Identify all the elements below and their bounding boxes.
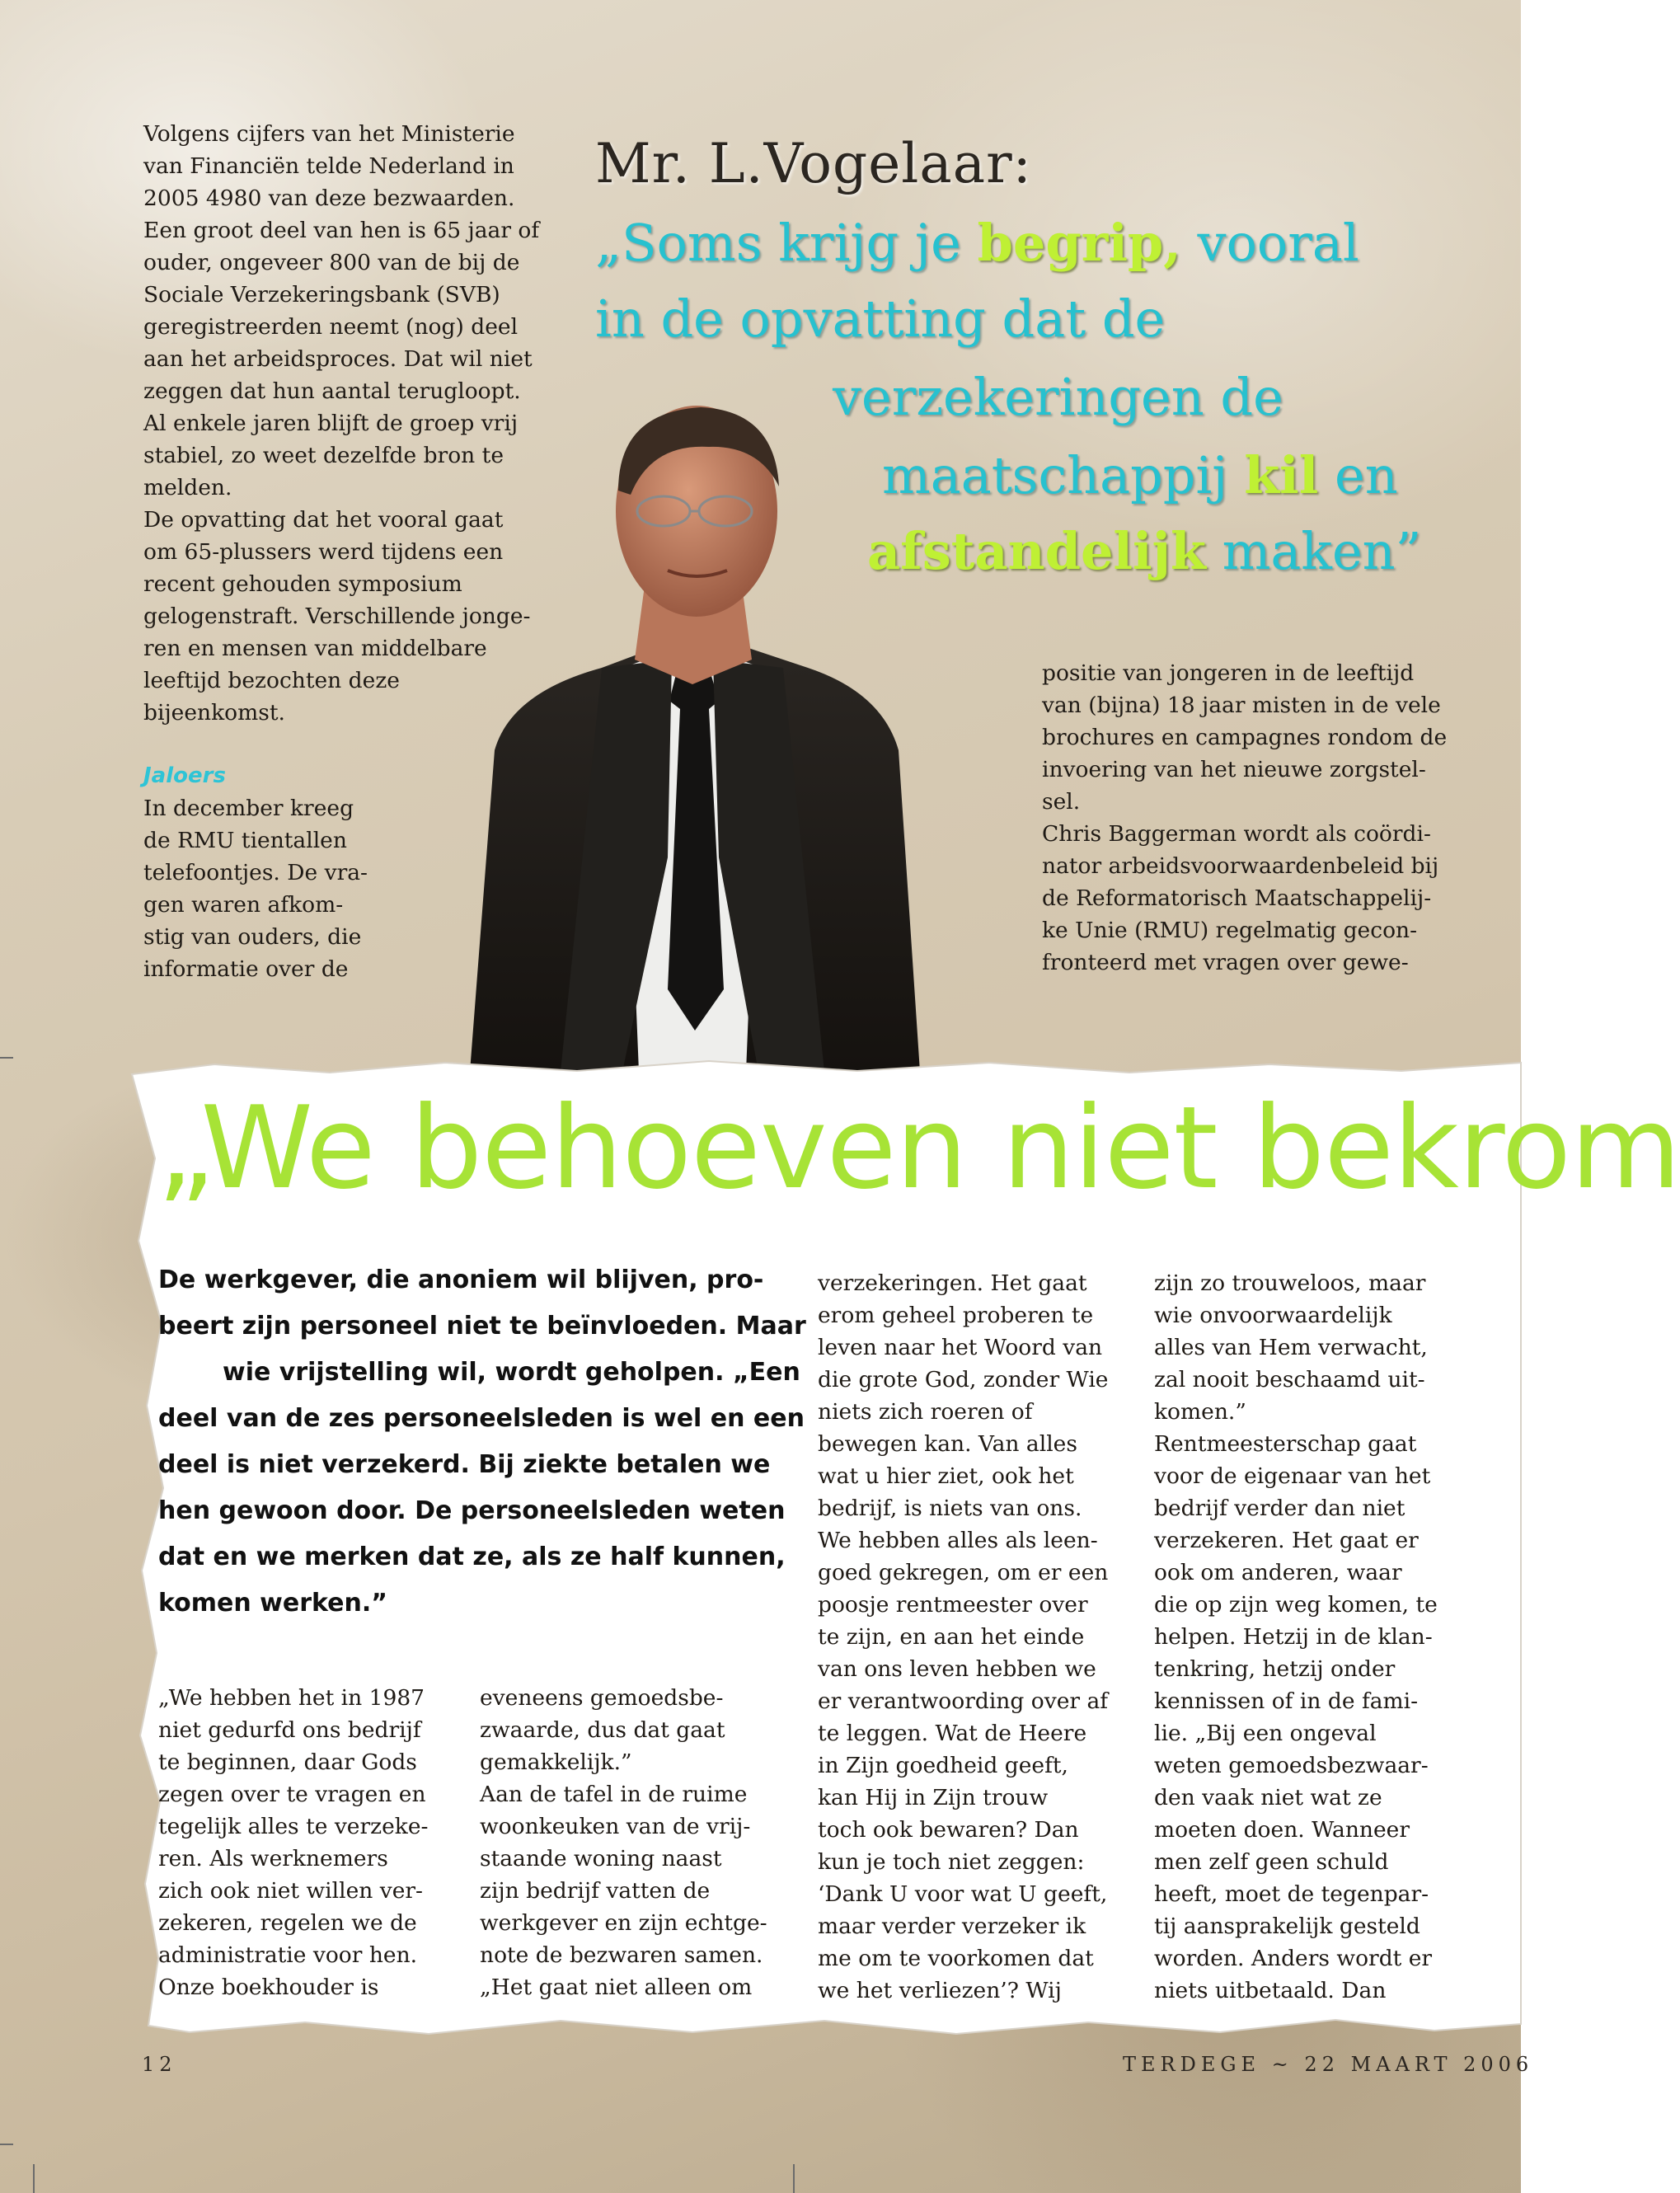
text-line: invoering van het nieuwe zorgstel-	[1042, 757, 1426, 782]
text-line: kun je toch niet zeggen:	[818, 1849, 1085, 1875]
text-line: bedrijf, is niets van ons.	[818, 1496, 1082, 1521]
text-line: maar verder verzeker ik	[818, 1914, 1086, 1939]
text-line: bijeenkomst.	[143, 700, 285, 726]
text-line: niet gedurfd ons bedrijf	[158, 1717, 421, 1743]
text-line: weten gemoedsbezwaar-	[1154, 1753, 1429, 1778]
text-line: sel.	[1042, 789, 1081, 815]
text-line: wat u hier ziet, ook het	[818, 1463, 1074, 1489]
headline-line-4	[882, 445, 1398, 505]
text-line: administratie voor hen.	[158, 1942, 418, 1968]
text-line: In december kreeg	[143, 796, 354, 821]
text-line: Aan de tafel in de ruime	[480, 1782, 748, 1807]
headline-line-5	[867, 521, 1421, 581]
text-line: worden. Anders wordt er	[1154, 1946, 1433, 1971]
text-line: de Reformatorisch Maatschappelij-	[1042, 885, 1432, 911]
subheading-jaloers: Jaloers	[143, 763, 226, 788]
text-line: heeft, moet de tegenpar-	[1154, 1881, 1429, 1907]
crop-mark	[0, 2144, 13, 2145]
text-line: zijn zo trouweloos, maar	[1154, 1270, 1426, 1296]
text-line: wie vrijstelling wil, wordt geholpen. „Een	[223, 1358, 800, 1387]
text-line: lie. „Bij een ongeval	[1154, 1721, 1377, 1746]
text-line: Sociale Verzekeringsbank (SVB)	[143, 282, 500, 308]
page-number: 12	[142, 2053, 177, 2076]
text-line: nator arbeidsvoorwaardenbeleid bij	[1042, 853, 1439, 879]
text-line: staande woning naast	[480, 1846, 722, 1871]
right-column	[1042, 657, 1487, 979]
text-line: eveneens gemoedsbe-	[480, 1685, 724, 1711]
text-line: Rentmeesterschap gaat	[1154, 1431, 1417, 1457]
text-line: leeftijd bezochten deze	[143, 668, 400, 693]
text-line: gelogenstraft. Verschillende jonge-	[143, 603, 531, 629]
text-line: ren. Als werknemers	[158, 1846, 388, 1871]
headline-author: Mr. L.Vogelaar:	[595, 132, 1032, 195]
text-line: zich ook niet willen ver-	[158, 1878, 424, 1904]
text-line: erom geheel proberen te	[818, 1303, 1094, 1328]
text-line: tegelijk alles te verzeke-	[158, 1814, 429, 1839]
text-line: in Zijn goedheid geeft,	[818, 1753, 1068, 1778]
text-line: er verantwoording over af	[818, 1688, 1109, 1714]
text-line: beert zijn personeel niet te beïnvloeden. Maar	[158, 1312, 806, 1341]
intro-paragraph	[158, 1257, 806, 1627]
text-line: melden.	[143, 475, 232, 500]
text-line: note de bezwaren samen.	[480, 1942, 763, 1968]
text-line: van ons leven hebben we	[818, 1656, 1096, 1682]
text-line: van Financiën telde Nederland in	[143, 153, 514, 179]
text-line: We hebben alles als leen-	[818, 1528, 1098, 1553]
headline-text: en	[1318, 445, 1398, 505]
text-line: kan Hij in Zijn trouw	[818, 1785, 1049, 1810]
text-line: werkgever en zijn echtge-	[480, 1910, 767, 1936]
headline-line-3: verzekeringen de	[833, 367, 1283, 427]
text-line: positie van jongeren in de leeftijd	[1042, 660, 1415, 686]
text-line: stabiel, zo weet dezelfde bron te	[143, 443, 504, 468]
headline-text: vooral	[1180, 213, 1359, 273]
text-line: verzekeringen. Het gaat	[818, 1270, 1087, 1296]
text-line: den vaak niet wat ze	[1154, 1785, 1382, 1810]
text-line: we het verliezen’? Wij	[818, 1978, 1062, 2003]
text-line: poosje rentmeester over	[818, 1592, 1088, 1618]
text-line: bewegen kan. Van alles	[818, 1431, 1077, 1457]
headline-line-2: in de opvatting dat de	[595, 289, 1166, 349]
body-column-1	[158, 1682, 447, 2003]
text-line: De opvatting dat het vooral gaat	[143, 507, 504, 533]
crop-mark	[793, 2164, 795, 2193]
headline-highlight-afstandelijk: afstandelijk	[867, 521, 1206, 581]
text-line: de RMU tientallen	[143, 828, 347, 853]
text-line: deel is niet verzekerd. Bij ziekte betalen we	[158, 1450, 771, 1479]
text-line: zegen over te vragen en	[158, 1782, 426, 1807]
text-line: me om te voorkomen dat	[818, 1946, 1094, 1971]
text-line: ook om anderen, waar	[1154, 1560, 1402, 1585]
text-line: men zelf geen schuld	[1154, 1849, 1389, 1875]
text-line: tenkring, hetzij onder	[1154, 1656, 1396, 1682]
body-column-3	[818, 1267, 1131, 2007]
text-line: ‘Dank U voor wat U geeft,	[818, 1881, 1108, 1907]
text-line: toch ook bewaren? Dan	[818, 1817, 1079, 1843]
pull-quote-title: „We behoeven niet bekrom	[157, 1082, 1680, 1214]
text-line: 2005 4980 van deze bezwaarden.	[143, 185, 515, 211]
text-line: dat en we merken dat ze, als ze half kunnen,	[158, 1543, 786, 1571]
body-column-4	[1154, 1267, 1467, 2007]
text-line: niets uitbetaald. Dan	[1154, 1978, 1387, 2003]
text-line: brochures en campagnes rondom de	[1042, 725, 1448, 750]
text-line: komen werken.”	[158, 1589, 387, 1618]
text-line: Chris Baggerman wordt als coördi-	[1042, 821, 1431, 847]
text-line: verzekeren. Het gaat er	[1154, 1528, 1419, 1553]
text-line: te zijn, en aan het einde	[818, 1624, 1085, 1650]
text-line: zwaarde, dus dat gaat	[480, 1717, 725, 1743]
crop-mark	[0, 1057, 13, 1059]
text-line: niets zich roeren of	[818, 1399, 1033, 1425]
headline-highlight-kil: kil	[1244, 445, 1319, 505]
text-line: zijn bedrijf vatten de	[480, 1878, 711, 1904]
text-line: hen gewoon door. De personeelsleden weten	[158, 1496, 786, 1525]
text-line: zal nooit beschaamd uit-	[1154, 1367, 1425, 1392]
text-line: aan het arbeidsproces. Dat wil niet	[143, 346, 533, 372]
text-line: zeggen dat hun aantal terugloopt.	[143, 378, 521, 404]
headline-text: „Soms krijg je	[595, 213, 978, 273]
text-line: die grote God, zonder Wie	[818, 1367, 1109, 1392]
text-line: Al enkele jaren blijft de groep vrij	[143, 411, 519, 436]
magazine-date-footer: TERDEGE ~ 22 MAART 2006	[1123, 2053, 1534, 2076]
text-line: leven naar het Woord van	[818, 1335, 1103, 1360]
text-line: voor de eigenaar van het	[1154, 1463, 1431, 1489]
text-line: komen.”	[1154, 1399, 1246, 1425]
text-line: gemakkelijk.”	[480, 1749, 632, 1775]
text-line: fronteerd met vragen over gewe-	[1042, 950, 1409, 975]
text-line: zekeren, regelen we de	[158, 1910, 417, 1936]
text-line: te beginnen, daar Gods	[158, 1749, 417, 1775]
text-line: om 65-plussers werd tijdens een	[143, 539, 504, 565]
text-line: Onze boekhouder is	[158, 1975, 379, 2000]
text-line: Volgens cijfers van het Ministerie	[143, 121, 515, 147]
headline-line-1	[595, 213, 1359, 273]
text-line: geregistreerden neemt (nog) deel	[143, 314, 519, 340]
headline-text: maatschappij	[882, 445, 1245, 505]
headline-highlight-begrip: begrip,	[977, 213, 1181, 273]
portrait-photo	[462, 396, 923, 1072]
text-line: tij aansprakelijk gesteld	[1154, 1914, 1420, 1939]
text-line: Een groot deel van hen is 65 jaar of	[143, 218, 540, 243]
text-line: deel van de zes personeelsleden is wel en een	[158, 1404, 805, 1433]
text-line: van (bijna) 18 jaar misten in de vele	[1042, 693, 1441, 718]
text-line: recent gehouden symposium	[143, 571, 462, 597]
headline-text: maken”	[1205, 521, 1422, 581]
text-line: ouder, ongeveer 800 van de bij de	[143, 250, 520, 275]
body-column-2	[480, 1682, 777, 2003]
text-line: informatie over de	[143, 956, 349, 982]
text-line: die op zijn weg komen, te	[1154, 1592, 1438, 1618]
text-line: De werkgever, die anoniem wil blijven, pro-	[158, 1266, 764, 1294]
text-line: ren en mensen van middelbare	[143, 636, 487, 661]
text-line: gen waren afkom-	[143, 892, 344, 918]
text-line: telefoontjes. De vra-	[143, 860, 368, 885]
text-line: ke Unie (RMU) regelmatig gecon-	[1042, 918, 1418, 943]
text-line: bedrijf verder dan niet	[1154, 1496, 1405, 1521]
text-line: wie onvoorwaardelijk	[1154, 1303, 1392, 1328]
text-line: stig van ouders, die	[143, 924, 362, 950]
text-line: kennissen of in de fami-	[1154, 1688, 1419, 1714]
text-line: goed gekregen, om er een	[818, 1560, 1109, 1585]
text-line: alles van Hem verwacht,	[1154, 1335, 1428, 1360]
crop-mark	[33, 2164, 35, 2193]
text-line: te leggen. Wat de Heere	[818, 1721, 1087, 1746]
text-line: helpen. Hetzij in de klan-	[1154, 1624, 1433, 1650]
text-line: moeten doen. Wanneer	[1154, 1817, 1410, 1843]
text-line: „We hebben het in 1987	[158, 1685, 425, 1711]
text-line: „Het gaat niet alleen om	[480, 1975, 753, 2000]
text-line: woonkeuken van de vrij-	[480, 1814, 751, 1839]
